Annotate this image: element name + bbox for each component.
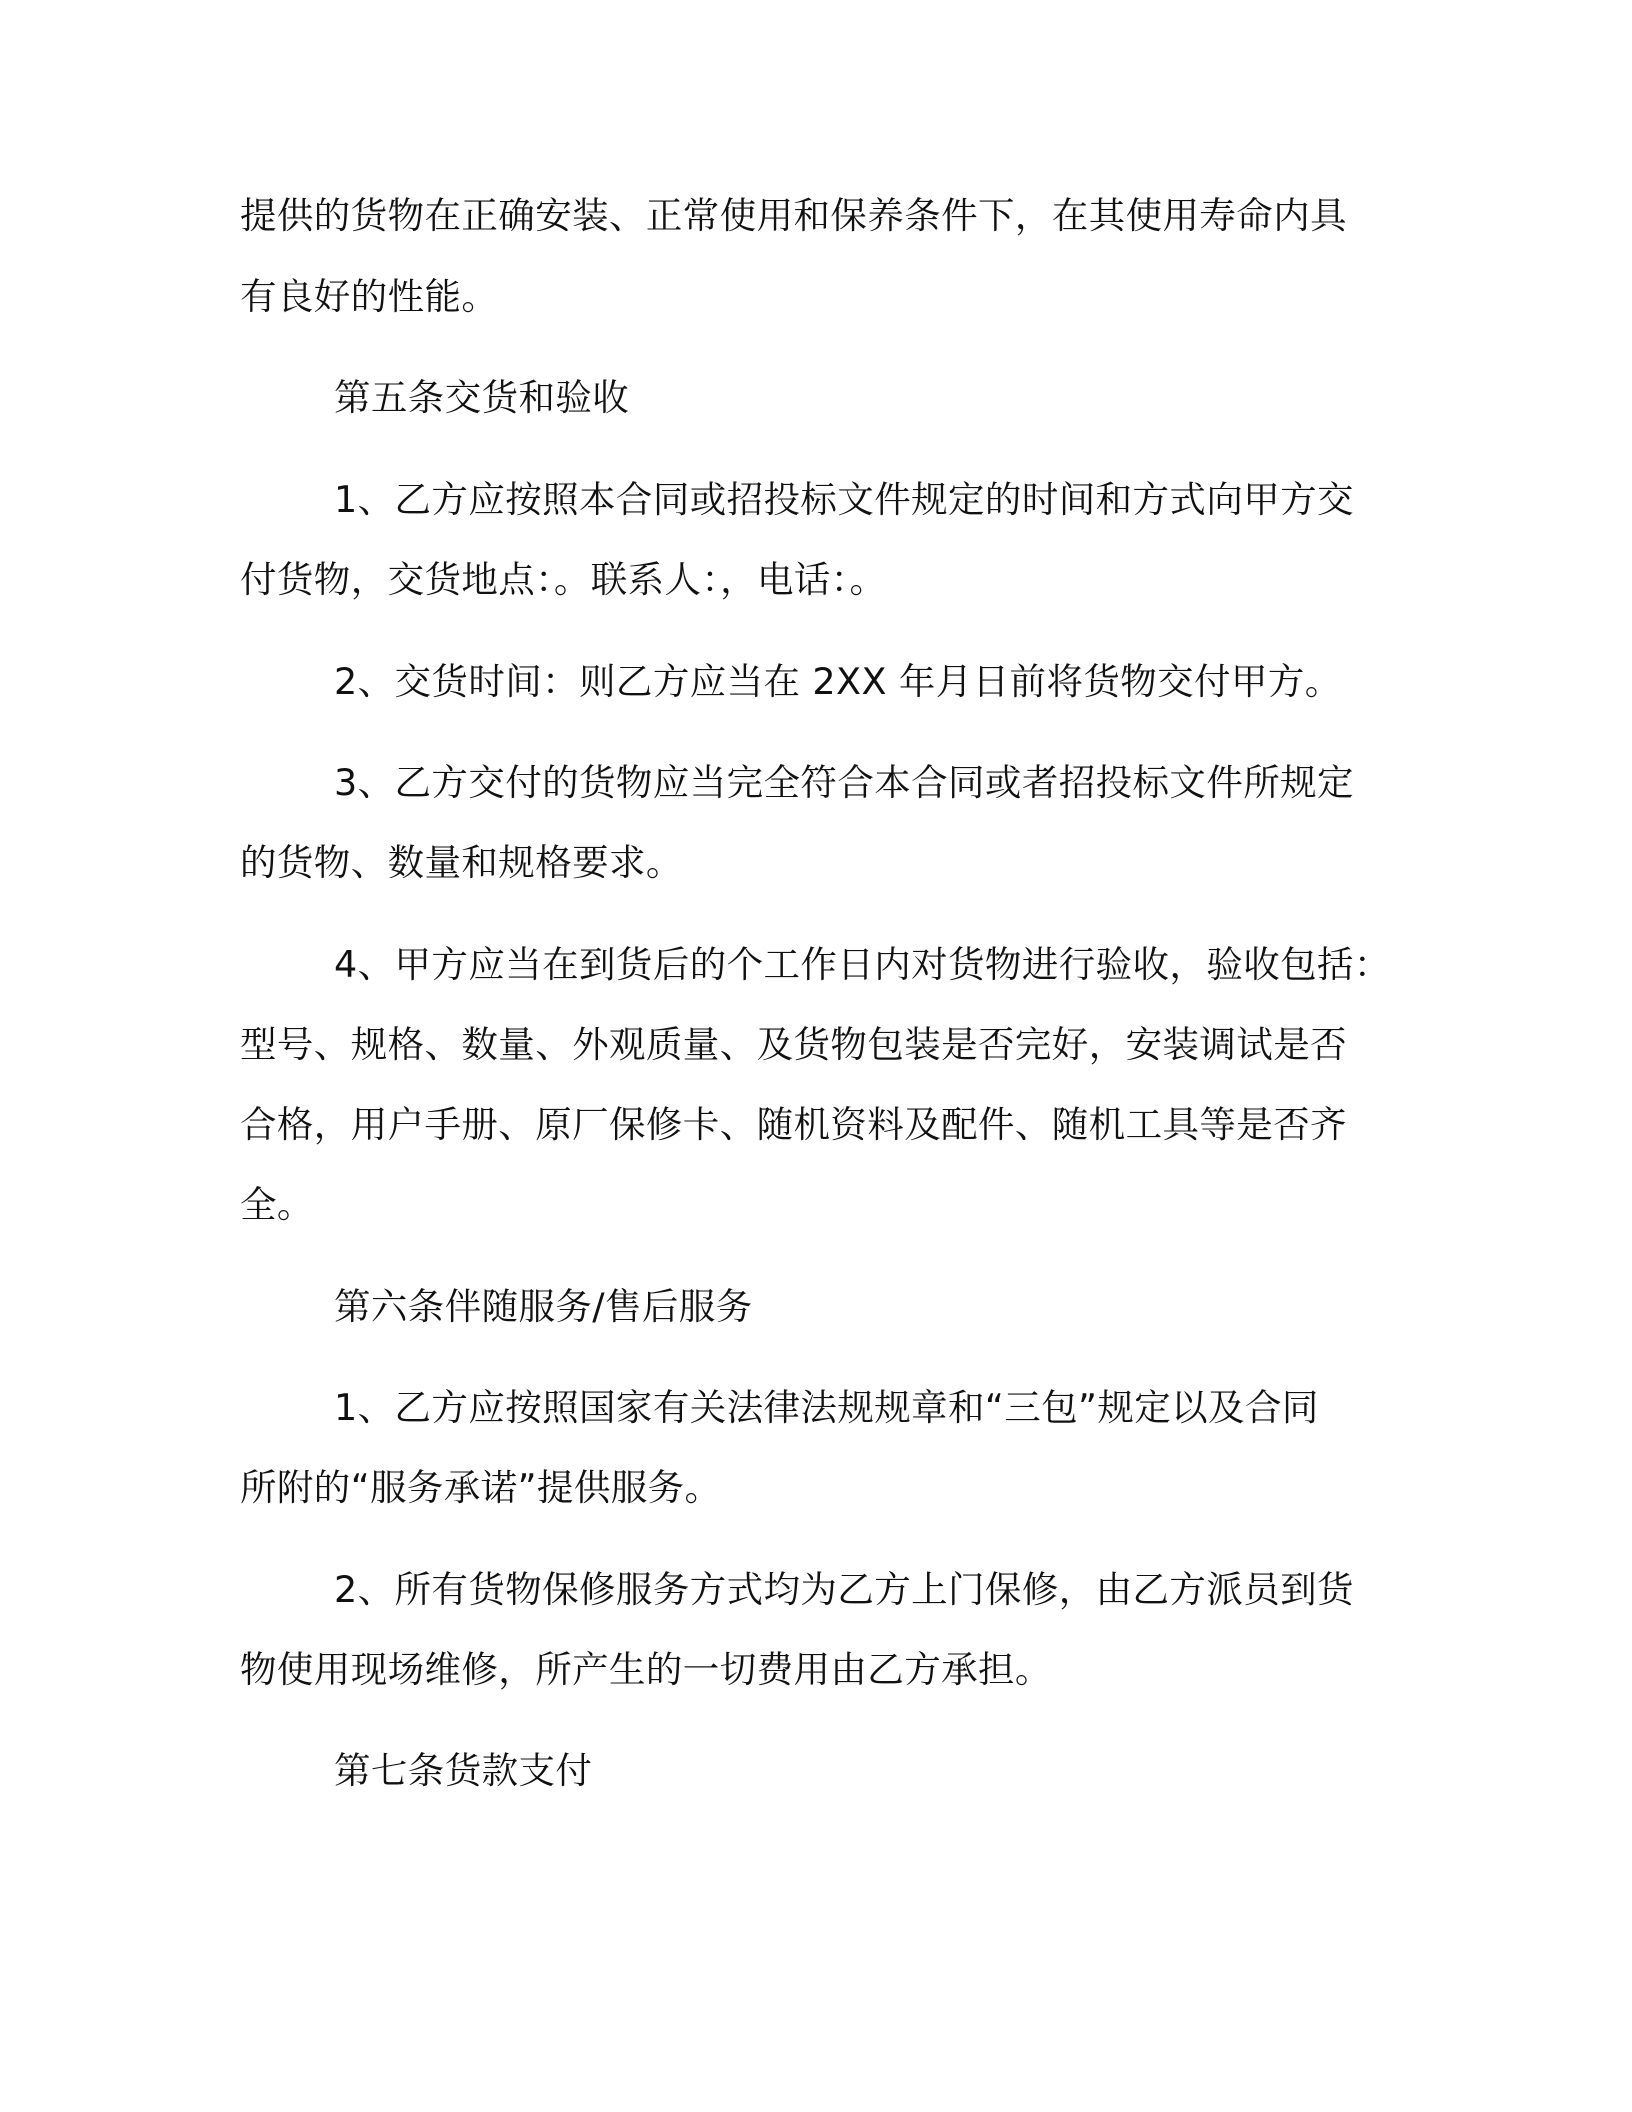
paragraph-line: 型号、规格、数量、外观质量、及货物包装是否完好，安装调试是否 [240, 1023, 1347, 1066]
paragraph-line: 4、甲方应当在到货后的个工作日内对货物进行验收，验收包括： [334, 943, 1391, 986]
paragraph-line: 的货物、数量和规格要求。 [240, 841, 683, 884]
paragraph-line: 全。 [240, 1183, 314, 1226]
paragraph-line: 3、乙方交付的货物应当完全符合本合同或者招投标文件所规定 [334, 761, 1354, 804]
paragraph-line: 所附的“服务承诺”提供服务。 [240, 1466, 722, 1509]
paragraph-line: 1、乙方应按照本合同或招投标文件规定的时间和方式向甲方交 [334, 478, 1354, 521]
paragraph-line: 合格，用户手册、原厂保修卡、随机资料及配件、随机工具等是否齐 [240, 1103, 1347, 1146]
section-heading: 第七条货款支付 [334, 1749, 593, 1792]
paragraph-line: 2、交货时间：则乙方应当在 2XX 年月日前将货物交付甲方。 [334, 660, 1342, 703]
section-heading: 第五条交货和验收 [334, 376, 630, 419]
section-heading: 第六条伴随服务/售后服务 [334, 1285, 753, 1328]
paragraph-line: 1、乙方应按照国家有关法律法规规章和“三包”规定以及合同 [334, 1386, 1319, 1429]
paragraph-line: 2、所有货物保修服务方式均为乙方上门保修，由乙方派员到货 [334, 1568, 1354, 1611]
paragraph-line: 提供的货物在正确安装、正常使用和保养条件下，在其使用寿命内具 [240, 194, 1347, 237]
paragraph-line: 有良好的性能。 [240, 275, 499, 318]
paragraph-line: 付货物，交货地点：。联系人：，电话：。 [240, 558, 887, 601]
paragraph-line: 物使用现场维修，所产生的一切费用由乙方承担。 [240, 1648, 1052, 1691]
